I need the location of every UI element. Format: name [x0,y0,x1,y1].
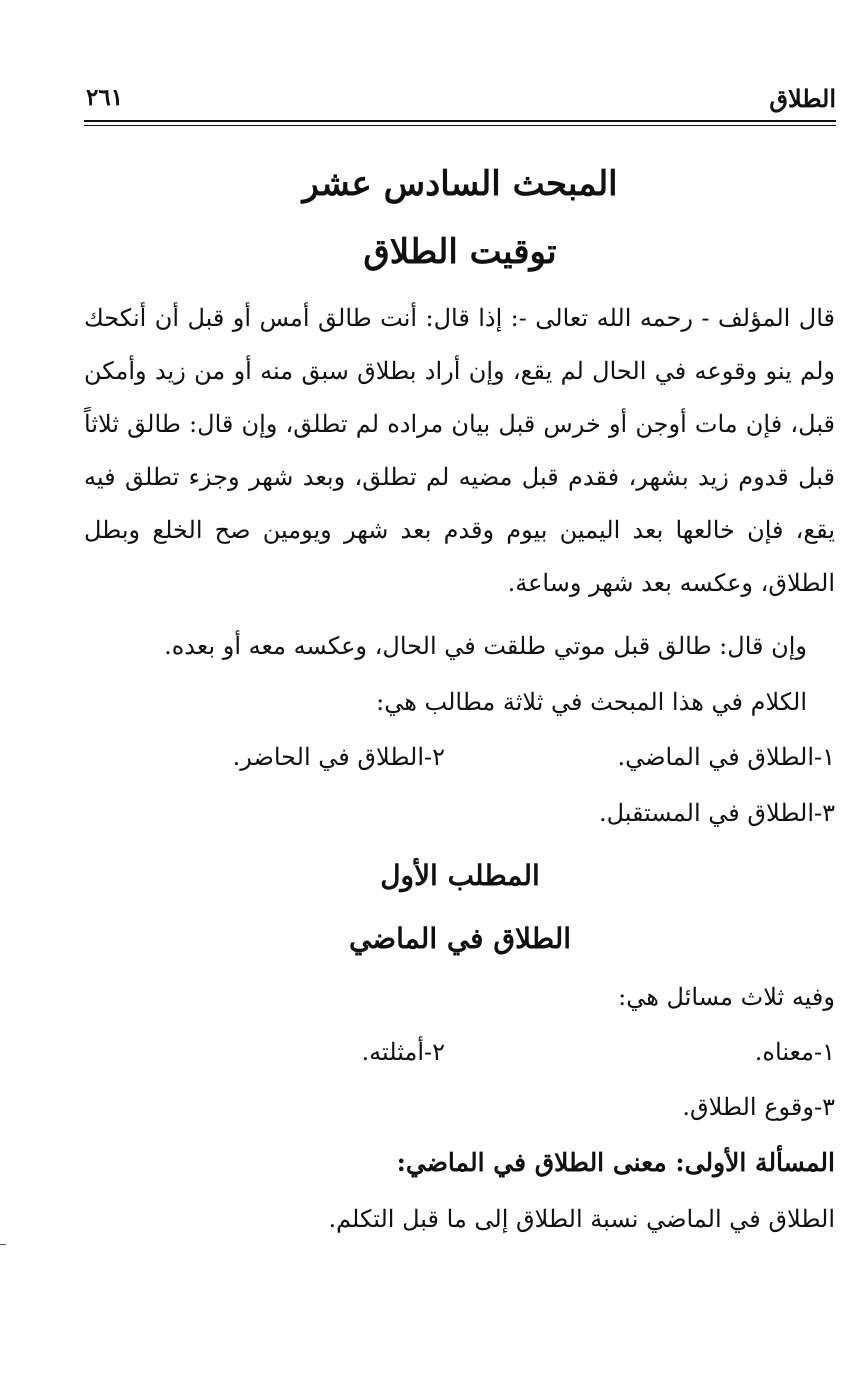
running-header-title: الطلاق [769,84,836,113]
header-rule-thick [84,120,836,122]
issues-intro-line: وفيه ثلاث مسائل هي: [618,983,835,1011]
author-paragraph: قال المؤلف - رحمه الله تعالى -: إذا قال: أنت طالق أمس أو قبل أن أنكحك ولم ينو وقوعه في الحال لم يقع، وإن أراد بطلاق سبق منه أو من زيد وأمكن قبل، فإن مات أوجن أو خرس قبل بيان مراده لم تطلق، وإن قال: طالق ثلاثاً قبل قدوم زيد بشهر، فقدم قبل مضيه لم تطلق، وبعد شهر وجزء تطلق فيه يقع، فإن خالعها بعد اليمين بيوم وقدم بعد شهر ويومين صح الخلع وبطل الطلاق، وعكسه بعد شهر وساعة. [84,304,835,597]
first-matlab-title: المطلب الأول [380,859,540,892]
issue-item-3: ٣-وقوع الطلاق. [682,1093,835,1121]
matalib-intro-line: الكلام في هذا المبحث في ثلاثة مطالب هي: [376,688,807,716]
first-matlab-subtitle: الطلاق في الماضي [348,922,572,955]
death-clause-line: وإن قال: طالق قبل موتي طلقت في الحال، وعكسه معه أو بعده. [164,632,807,660]
matlab-item-3: ٣-الطلاق في المستقبل. [598,799,835,827]
chapter-title: توقيت الطلاق [363,232,557,272]
matlab-item-1: ١-الطلاق في الماضي. [617,743,835,771]
first-issue-text: الطلاق في الماضي نسبة الطلاق إلى ما قبل التكلم. [328,1205,835,1233]
section-title: المبحث السادس عشر [302,164,618,204]
matlab-item-2: ٢-الطلاق في الحاضر. [232,743,445,771]
margin-mark [0,1244,6,1245]
running-header [84,84,836,118]
first-issue-heading: المسألة الأولى: معنى الطلاق في الماضي: [396,1148,835,1177]
issue-item-2: ٢-أمثلته. [361,1038,445,1066]
issue-item-1: ١-معناه. [754,1038,835,1066]
page-number: ٢٦١ [86,84,124,111]
header-rule-thin [84,125,836,126]
